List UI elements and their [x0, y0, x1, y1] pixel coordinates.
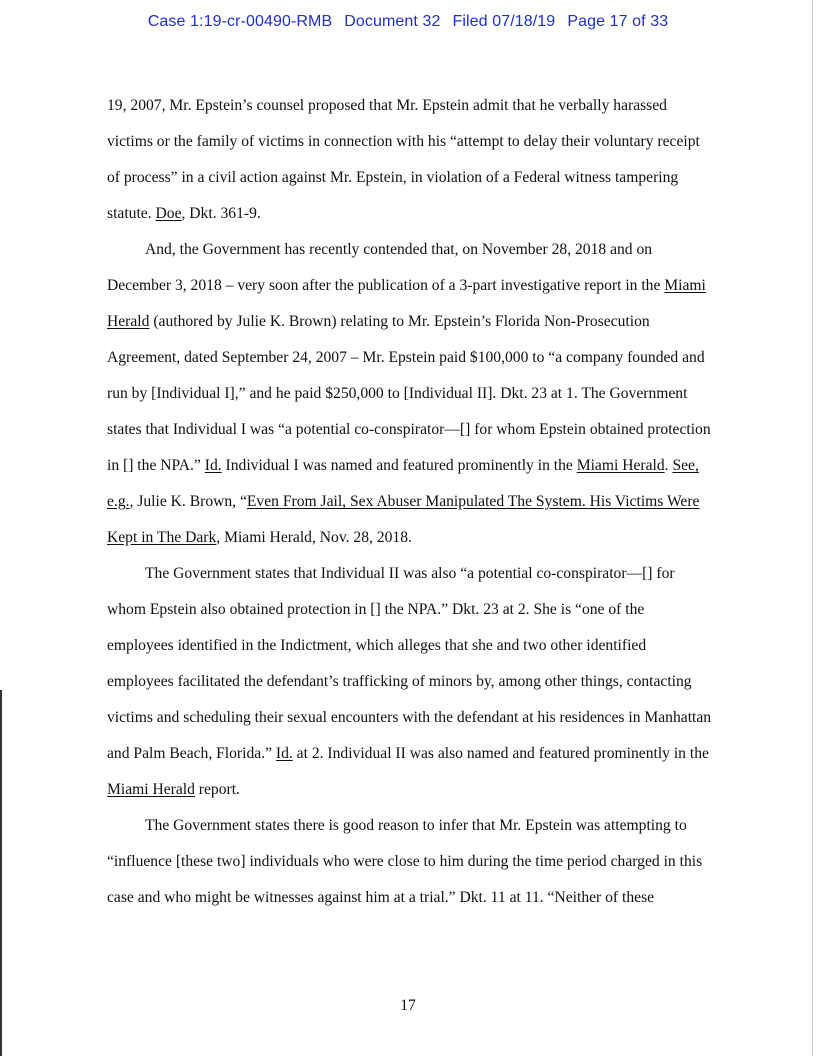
text-run: , Julie K. Brown, “: [129, 493, 247, 510]
citation-id: Id.: [204, 457, 222, 474]
text-run: .: [664, 457, 673, 474]
citation-id: Id.: [275, 745, 293, 762]
case-number: Case 1:19-cr-00490-RMB: [147, 13, 333, 30]
text-line: states that Individual I was “a potential co-conspirator—[] for whom Epstein obtained protection: [107, 421, 711, 438]
text-line: victims or the family of victims in connection with his “attempt to delay their voluntary receipt: [107, 133, 700, 150]
text-line: [107, 268, 711, 304]
paragraph-3: [107, 556, 711, 808]
citation-miami-herald: Herald: [107, 313, 150, 330]
text-line: employees facilitated the defendant’s trafficking of minors by, among other things, contacting: [107, 673, 692, 690]
text-line: whom Epstein also obtained protection in [] the NPA.” Dkt. 23 at 2. She is “one of the: [107, 601, 645, 618]
text-line: [107, 196, 711, 232]
text-line: run by [Individual I],” and he paid $250,000 to [Individual II]. Dkt. 23 at 1. The Government: [107, 385, 688, 402]
text-line: Agreement, dated September 24, 2007 – Mr. Epstein paid $100,000 to “a company founded and: [107, 349, 705, 366]
paragraph-4: [107, 808, 711, 916]
text-run: report.: [194, 781, 240, 798]
text-line: “influence [these two] individuals who were close to him during the time period charged in this: [107, 853, 703, 870]
citation-see: See,: [672, 457, 699, 474]
text-line: [107, 520, 711, 556]
text-line: The Government states there is good reason to infer that Mr. Epstein was attempting to: [145, 817, 687, 834]
text-line: [107, 448, 711, 484]
text-line: [107, 484, 711, 520]
citation-eg: e.g.: [107, 493, 130, 510]
citation-miami-herald: Miami: [664, 277, 706, 294]
text-line: [107, 772, 711, 808]
scan-edge-right: [812, 0, 813, 1056]
text-line: [107, 304, 711, 340]
text-run: and Palm Beach, Florida.”: [107, 745, 276, 762]
text-run: statute.: [107, 205, 156, 222]
case-header: [0, 13, 816, 31]
text-line: 19, 2007, Mr. Epstein’s counsel proposed that Mr. Epstein admit that he verbally harassed: [107, 97, 667, 114]
text-run: (authored by Julie K. Brown) relating to Mr. Epstein’s Florida Non-Prosecution: [149, 313, 650, 330]
text-run: Individual I was named and featured prominently in the: [221, 457, 577, 474]
citation-doe: Doe: [155, 205, 182, 222]
citation-miami-herald: Miami Herald: [576, 457, 665, 474]
text-line: And, the Government has recently contended that, on November 28, 2018 and on: [145, 241, 653, 258]
document-number: Document 32: [344, 13, 441, 30]
text-line: victims and scheduling their sexual encounters with the defendant at his residences in Manhattan: [107, 709, 712, 726]
page-number: 17: [400, 997, 416, 1014]
paragraph-2: [107, 232, 711, 556]
filed-date: Filed 07/18/19: [452, 13, 556, 30]
text-line: The Government states that Individual II was also “a potential co-conspirator—[] for: [145, 565, 675, 582]
text-line: employees identified in the Indictment, which alleges that she and two other identified: [107, 637, 647, 654]
citation-miami-herald: Miami Herald: [107, 781, 195, 798]
text-run: at 2. Individual II was also named and featured prominently in the: [292, 745, 709, 762]
text-line: of process” in a civil action against Mr. Epstein, in violation of a Federal witness tampering: [107, 169, 679, 186]
text-run: , Dkt. 361-9.: [181, 205, 261, 222]
paragraph-1: [107, 88, 711, 232]
article-title: Even From Jail, Sex Abuser Manipulated The System. His Victims Were: [246, 493, 700, 510]
text-run: December 3, 2018 – very soon after the publication of a 3-part investigative report in the: [107, 277, 665, 294]
page-of-pages: Page 17 of 33: [567, 13, 669, 30]
article-title: Kept in The Dark: [107, 529, 217, 546]
text-run: , Miami Herald, Nov. 28, 2018.: [216, 529, 412, 546]
text-run: in [] the NPA.”: [107, 457, 205, 474]
text-line: case and who might be witnesses against him at a trial.” Dkt. 11 at 11. “Neither of these: [107, 889, 655, 906]
body-text: [107, 88, 711, 916]
text-line: [107, 736, 711, 772]
